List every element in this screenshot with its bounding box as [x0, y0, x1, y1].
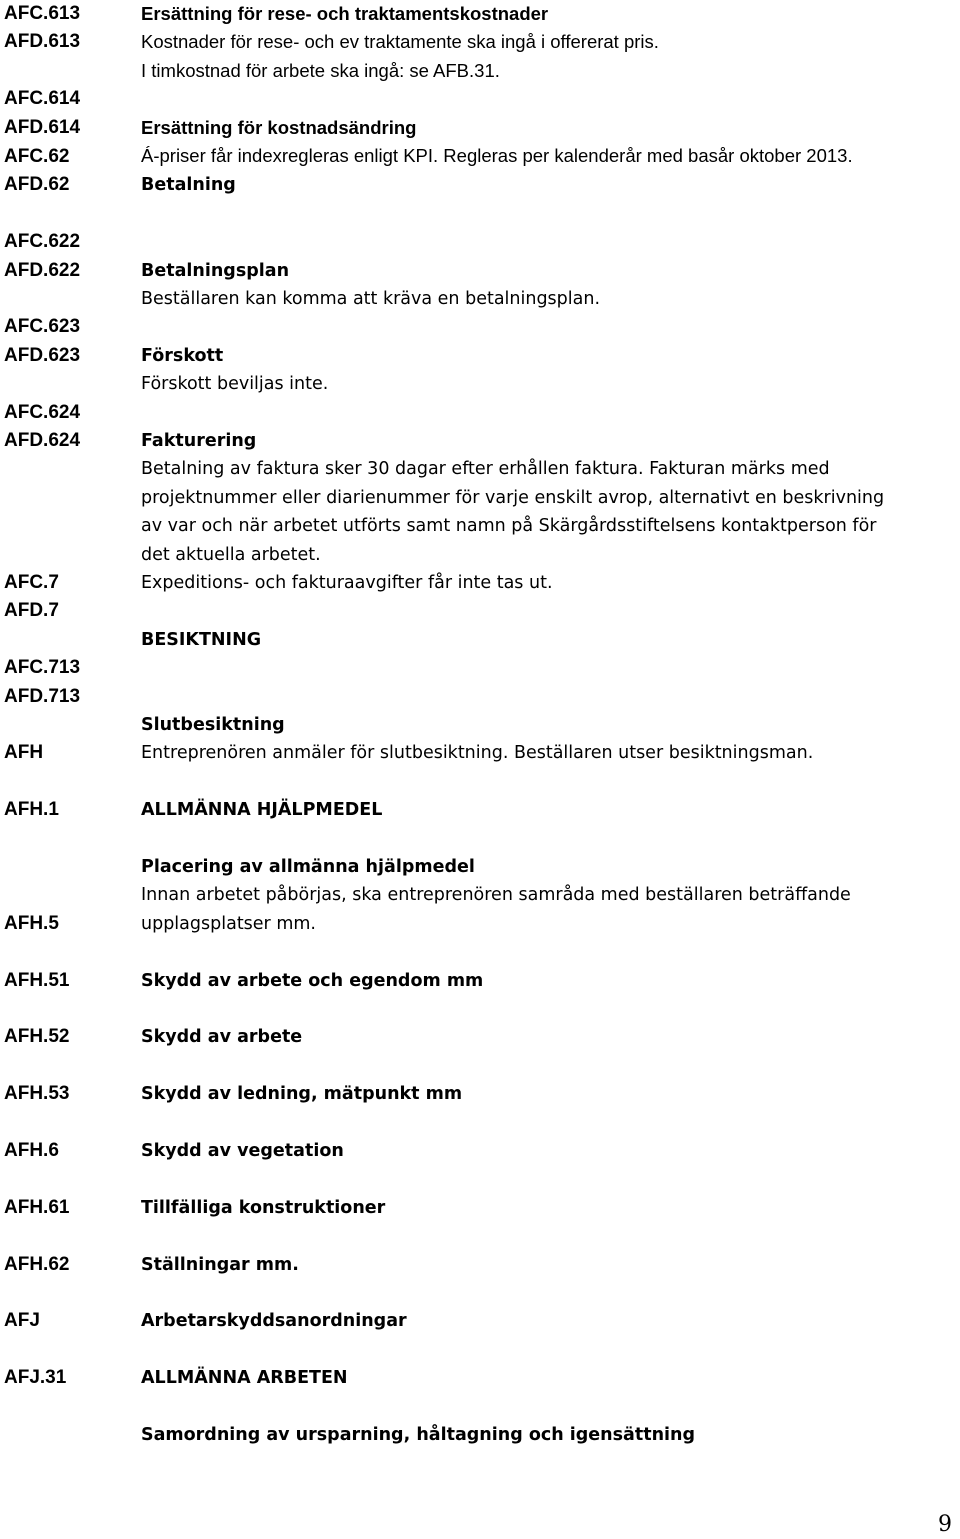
code-afh-53: AFH.53 [4, 1083, 70, 1105]
body-line: Betalning av faktura sker 30 dagar efter erhållen faktura. Fakturan märks med [141, 459, 830, 480]
heading-slutbesiktning: Slutbesiktning [141, 715, 285, 736]
heading-fakturering: Fakturering [141, 431, 257, 452]
code-afd-7: AFD.7 [4, 600, 59, 622]
body-line: I timkostnad för arbete ska ingå: se AFB.31. [141, 59, 500, 81]
code-afj-31: AFJ.31 [4, 1367, 67, 1389]
code-afh-61: AFH.61 [4, 1196, 70, 1218]
heading-skydd-arbete: Skydd av arbete [141, 1027, 303, 1048]
code-afd-622: AFD.622 [4, 259, 81, 281]
page-number: 9 [938, 1512, 952, 1537]
heading-samordning: Samordning av ursparning, håltagning och igensättning [141, 1425, 696, 1446]
body-line: Á-priser får indexregleras enligt KPI. Regleras per kalenderår med basår oktober 2013. [141, 145, 853, 167]
body-line: Innan arbetet påbörjas, ska entreprenören samråda med beställaren beträffande [141, 885, 851, 906]
code-afd-624: AFD.624 [4, 430, 81, 452]
heading-tillfalliga-konstruktioner: Tillfälliga konstruktioner [141, 1197, 386, 1218]
heading-allmanna-arbeten: ALLMÄNNA ARBETEN [141, 1368, 348, 1389]
heading-besiktning: BESIKTNING [141, 629, 262, 650]
code-afc-62: AFC.62 [4, 146, 70, 168]
code-afh: AFH [4, 742, 44, 764]
heading-skydd-arbete-egendom: Skydd av arbete och egendom mm [141, 970, 484, 991]
code-afd-62: AFD.62 [4, 174, 70, 196]
section-text-column [141, 0, 956, 1449]
body-line: Förskott beviljas inte. [141, 374, 329, 395]
body-line: Kostnader för rese- och ev traktamente ska ingå i offererat pris. [141, 31, 659, 53]
heading-betalningsplan: Betalningsplan [141, 260, 290, 281]
body-line: det aktuella arbetet. [141, 544, 321, 565]
body-line: Expeditions- och fakturaavgifter får inte tas ut. [141, 573, 553, 594]
code-afj: AFJ [4, 1310, 40, 1332]
code-afc-623: AFC.623 [4, 316, 81, 338]
code-afc-613: AFC.613 [4, 3, 81, 24]
heading-skydd-vegetation: Skydd av vegetation [141, 1141, 344, 1162]
code-afh-5: AFH.5 [4, 912, 59, 934]
code-afd-613: AFD.613 [4, 31, 81, 53]
code-afd-713: AFD.713 [4, 685, 81, 707]
code-afc-614: AFC.614 [4, 88, 81, 110]
body-line: projektnummer eller diarienummer för varje enskilt avrop, alternativt en beskrivning [141, 487, 885, 508]
code-afh-52: AFH.52 [4, 1026, 70, 1048]
body-line: Entreprenören anmäler för slutbesiktning. Beställaren utser besiktningsman. [141, 743, 814, 764]
section-code-column [4, 0, 124, 1393]
heading-arbetarskydd: Arbetarskyddsanordningar [141, 1311, 407, 1332]
code-afd-623: AFD.623 [4, 344, 81, 366]
heading-skydd-ledning: Skydd av ledning, mätpunkt mm [141, 1084, 463, 1105]
code-afh-6: AFH.6 [4, 1139, 59, 1161]
body-line: Beställaren kan komma att kräva en betalningsplan. [141, 289, 601, 310]
heading-stallningar: Ställningar mm. [141, 1254, 299, 1275]
code-afh-62: AFH.62 [4, 1253, 70, 1275]
code-afc-624: AFC.624 [4, 401, 81, 423]
code-afc-713: AFC.713 [4, 657, 81, 679]
heading-betalning: Betalning [141, 175, 236, 196]
heading-kostnadsandring: Ersättning för kostnadsändring [141, 116, 417, 138]
code-afc-622: AFC.622 [4, 231, 81, 253]
code-afh-1: AFH.1 [4, 799, 59, 821]
heading-placering-hjalpmedel: Placering av allmänna hjälpmedel [141, 857, 475, 878]
code-afd-614: AFD.614 [4, 116, 81, 138]
body-line: av var och när arbetet utförts samt namn på Skärgårdsstiftelsens kontaktperson för [141, 516, 877, 537]
heading-allmanna-hjalpmedel: ALLMÄNNA HJÄLPMEDEL [141, 800, 383, 821]
code-afc-7: AFC.7 [4, 572, 59, 593]
heading-rese-traktamente: Ersättning för rese- och traktamentskostnader [141, 3, 549, 24]
body-line: upplagsplatser mm. [141, 913, 316, 934]
heading-forskott: Förskott [141, 345, 224, 366]
code-afh-51: AFH.51 [4, 969, 70, 991]
